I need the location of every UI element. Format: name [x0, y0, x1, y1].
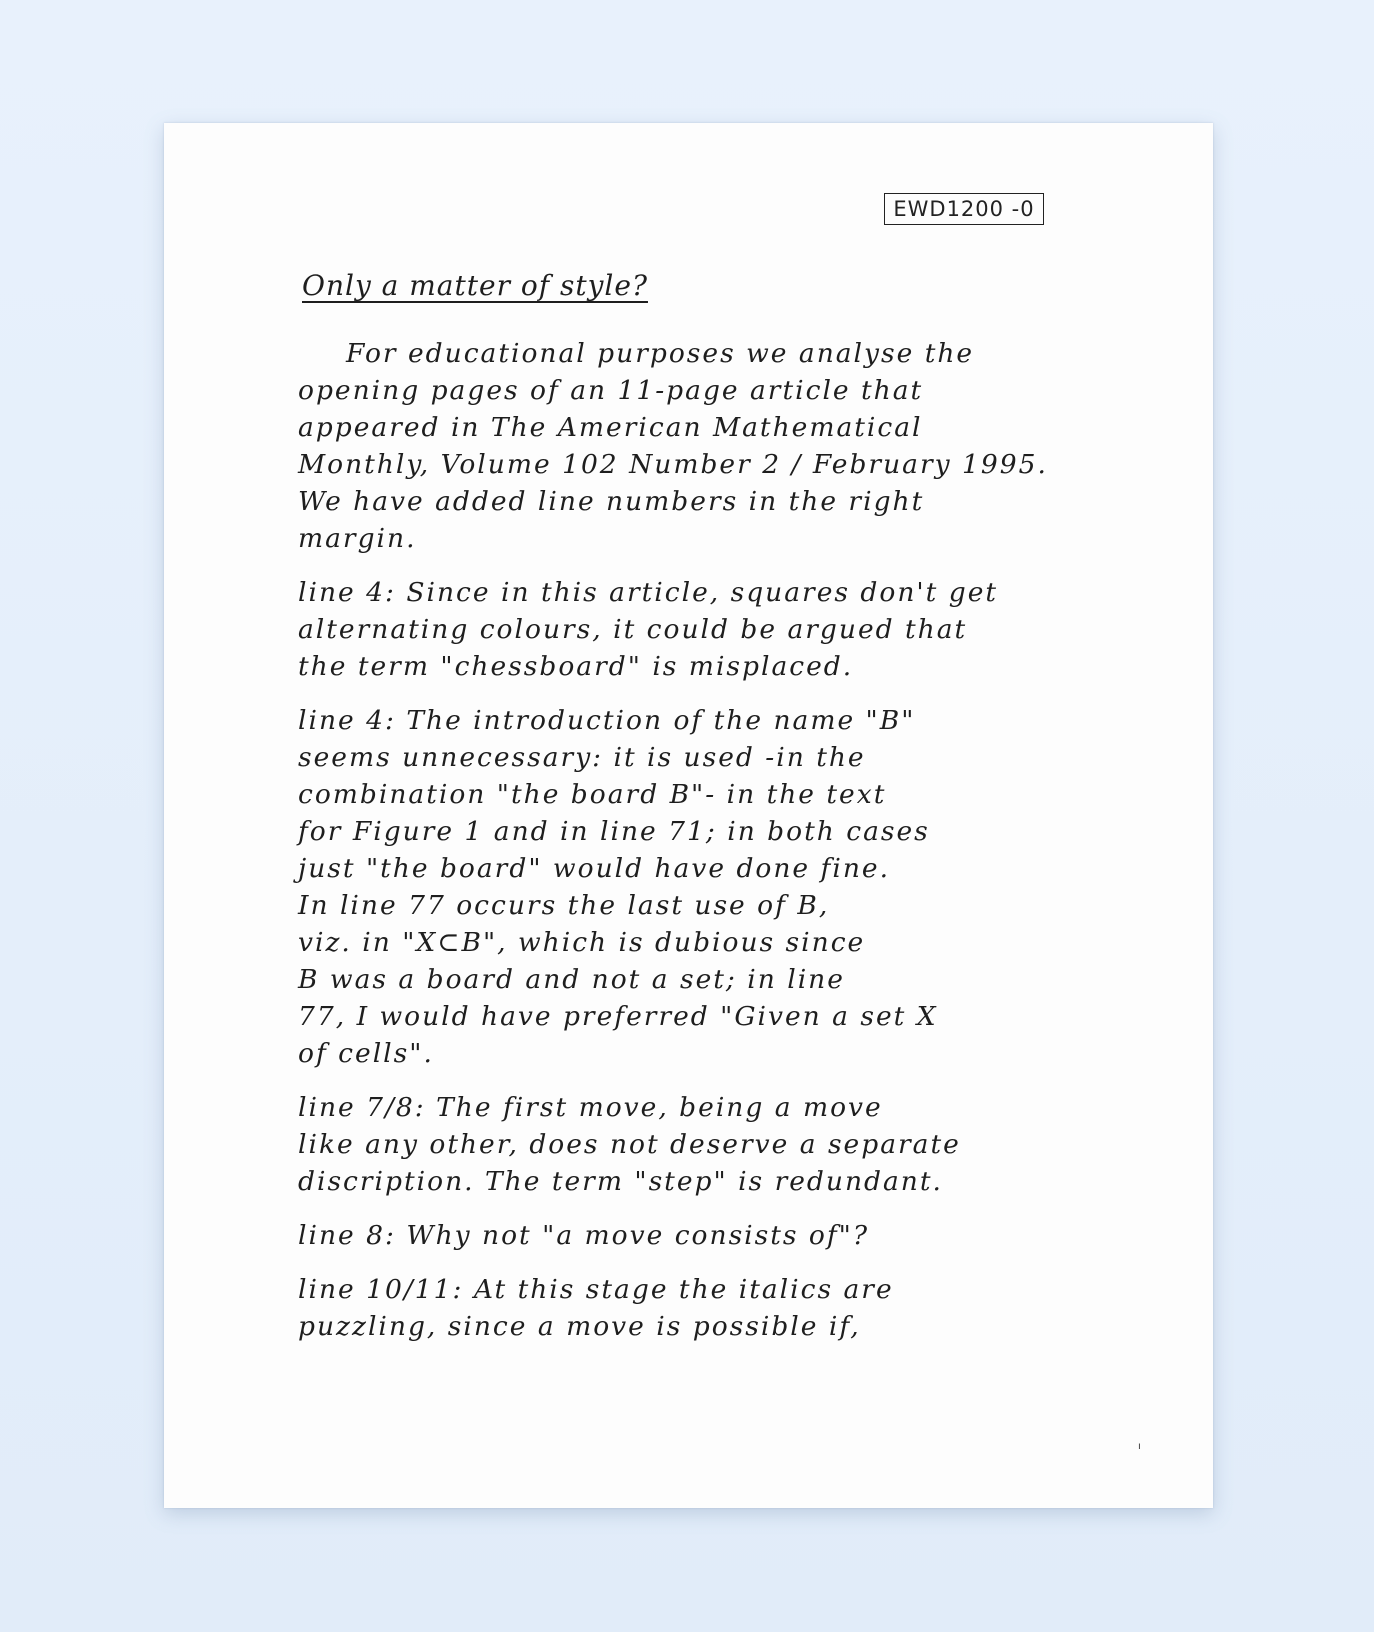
- page-title: Only a matter of style?: [302, 269, 648, 302]
- paragraph-line-4-name-b: line 4: The introduction of the name "B" seems unnecessary: it is used -in the combination "the board B"- in the text for Figure 1 and in line 71; in both cases just "the board" would have done fine. In line 77 occurs the last use of B, viz. in "X⊂B", which is dubious since B was a board and not a set; in line 77, I would have preferred "Given a set X of cells".: [298, 705, 938, 1069]
- document-id-box: EWD1200 -0: [884, 193, 1044, 225]
- manuscript-page: [164, 123, 1213, 1508]
- paragraph-intro: For educational purposes we analyse the opening pages of an 11-page article that appeared in The American Mathematical Monthly, Volume 102 Number 2 / February 1995. We have added line numbers in the right margin.: [298, 338, 1048, 554]
- manuscript-body: [298, 335, 1068, 1362]
- paragraph-line-8: line 8: Why not "a move consists of"?: [298, 1220, 870, 1251]
- paragraph-line-10-11: line 10/11: At this stage the italics are puzzling, since a move is possible if,: [298, 1274, 894, 1342]
- paragraph-line-7-8: line 7/8: The first move, being a move like any other, does not deserve a separate discription. The term "step" is redundant.: [298, 1092, 961, 1197]
- page-mark: ı: [1138, 1441, 1141, 1452]
- paragraph-line-4-chessboard: line 4: Since in this article, squares don't get alternating colours, it could be argued that the term "chessboard" is misplaced.: [298, 577, 999, 682]
